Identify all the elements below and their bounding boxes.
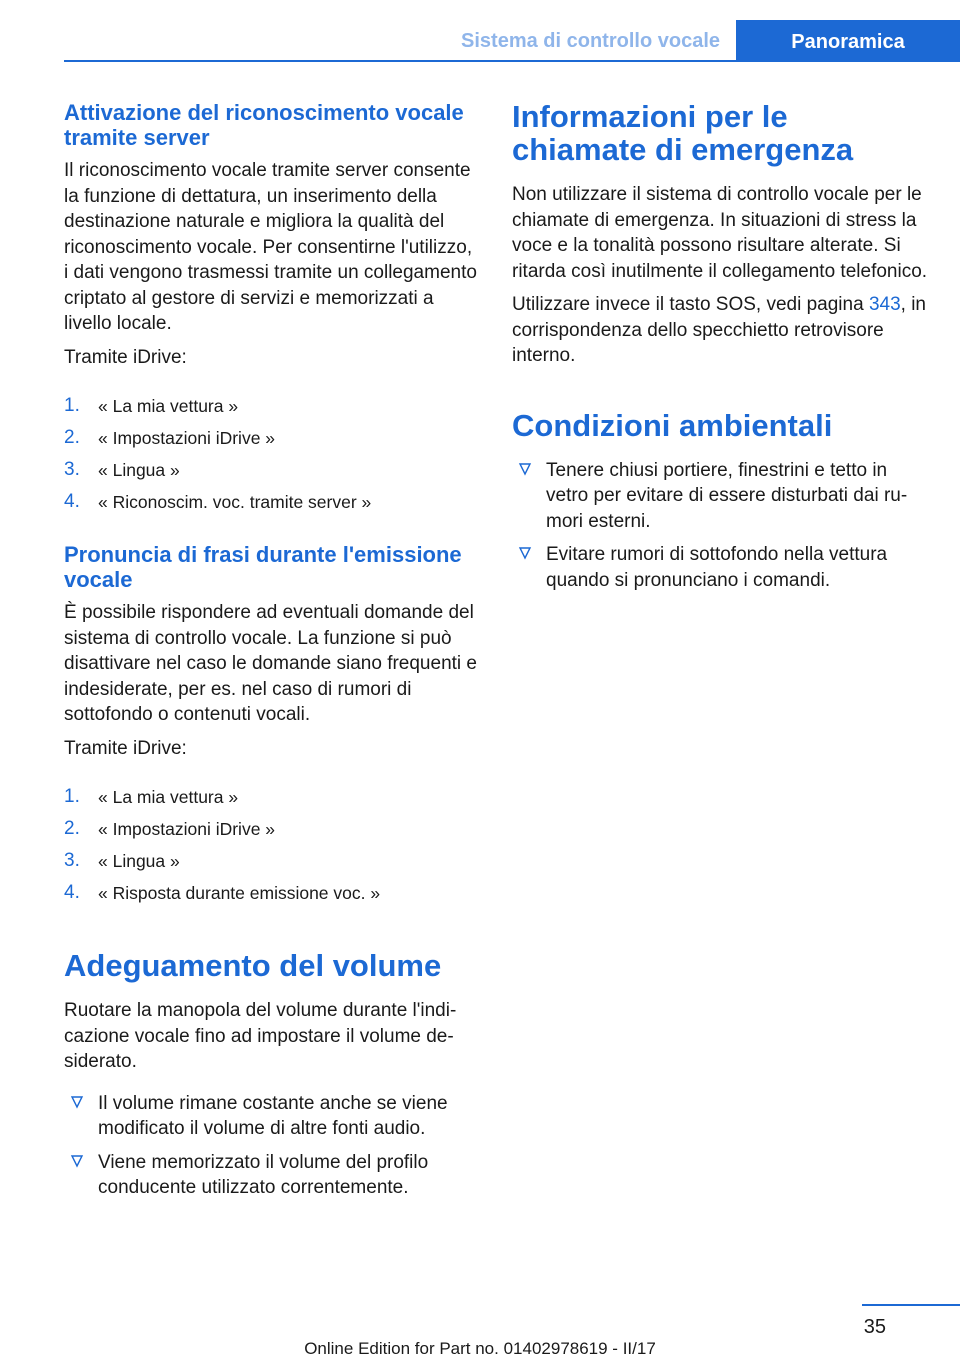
heading-server-recognition: Attivazione del riconoscimento vocale tramite server xyxy=(64,100,464,150)
heading-ambient-conditions: Condizioni ambientali xyxy=(512,407,833,443)
list-item xyxy=(64,1091,478,1142)
bullets-ambient xyxy=(512,458,928,594)
header-section-title: Sistema di controllo vocale xyxy=(461,30,720,52)
sos-text-before: Utilizzare invece il tasto SOS, vedi pagina xyxy=(512,294,869,315)
steps-list-response xyxy=(64,781,478,909)
heading-emergency-calls: Informazioni per le chiamate di emergenza xyxy=(512,99,854,167)
triangle-bullet-icon xyxy=(518,462,532,476)
step-text: « Lingua » xyxy=(98,460,180,480)
step-number: 4. xyxy=(64,882,80,903)
step-number: 3. xyxy=(64,459,80,480)
edition-footer: Online Edition for Part no. 01402978619 - II/17 xyxy=(304,1339,656,1358)
step-number: 2. xyxy=(64,818,80,839)
page-number: 35 xyxy=(863,1316,886,1338)
step-number: 3. xyxy=(64,850,80,871)
paragraph-server-recognition: Il riconoscimento vocale tramite server consente la funzione di dettatura, un inserimento della destinazione naturale e migliora la qualità del riconoscimento vocale. Per consentirne l'utilizzo, i dati vengono trasmessi tramite un collegamento criptato al gestore di servizi e memorizzati a livello locale. xyxy=(64,160,477,334)
list-item xyxy=(512,542,928,593)
triangle-bullet-icon xyxy=(70,1154,84,1168)
list-item xyxy=(64,845,478,877)
steps-list-server xyxy=(64,390,478,518)
bullet-text: Tenere chiusi portiere, finestrini e tetto in vetro per evitare di essere disturbati dai rumori esterni. xyxy=(546,459,908,532)
right-column xyxy=(512,100,928,601)
page-link-343[interactable]: 343 xyxy=(868,294,901,315)
heading-speech-interrupt: Pronuncia di frasi durante l'emissione vocale xyxy=(64,542,462,592)
step-text: « La mia vettura » xyxy=(98,787,239,807)
step-text: « Lingua » xyxy=(98,851,180,871)
left-column xyxy=(64,100,478,1209)
header-rule xyxy=(64,60,960,62)
list-item xyxy=(64,877,478,909)
step-number: 1. xyxy=(64,786,80,807)
step-text: « Riconoscim. voc. tramite server » xyxy=(98,492,372,512)
list-item xyxy=(64,781,478,813)
idrive-intro: Tramite iDrive: xyxy=(64,737,187,759)
bullet-text: Viene memorizzato il volume del profilo conducente utilizzato correntemente. xyxy=(98,1151,429,1198)
bullet-text: Evitare rumori di sottofondo nella vettura quando si pronunciano i comandi. xyxy=(546,544,888,591)
triangle-bullet-icon xyxy=(518,546,532,560)
paragraph-emergency-calls: Non utilizzare il sistema di controllo vocale per le chiamate di emergenza. In situazioni di stress la voce e la tonalità possono risultare alterate. Si ritarda così inutilmente il collegamento telefonico. xyxy=(512,184,928,282)
heading-volume-adjust: Adeguamento del volume xyxy=(64,948,442,983)
sos-text-after: , in corrispondenza dello specchietto retrovisore interno. xyxy=(512,294,927,366)
triangle-bullet-icon xyxy=(70,1095,84,1109)
list-item xyxy=(512,458,928,535)
paragraph-sos-button xyxy=(512,292,928,369)
step-text: « Impostazioni iDrive » xyxy=(98,819,276,839)
footer-rule xyxy=(862,1304,960,1306)
list-item xyxy=(64,813,478,845)
list-item xyxy=(64,486,478,518)
list-item xyxy=(64,454,478,486)
list-item xyxy=(64,1150,478,1201)
idrive-intro: Tramite iDrive: xyxy=(64,346,187,368)
step-number: 2. xyxy=(64,427,80,448)
step-text: « Risposta durante emissione voc. » xyxy=(98,883,381,903)
step-text: « La mia vettura » xyxy=(98,396,239,416)
header-tab-panoramica: Panoramica xyxy=(736,20,960,61)
step-number: 1. xyxy=(64,395,80,416)
bullets-volume xyxy=(64,1091,478,1201)
paragraph-speech-interrupt: È possibile rispondere ad eventuali domande del sistema di controllo vocale. La funzione si può disattivare nel caso le domande siano frequenti e indesiderate, per es. nel caso di rumori di sottofondo o contenuti vocali. xyxy=(64,602,477,725)
list-item xyxy=(64,390,478,422)
list-item xyxy=(64,422,478,454)
paragraph-volume-adjust: Ruotare la manopola del volume durante l'indicazione vocale fino ad impostare il volume desiderato. xyxy=(64,1000,457,1072)
step-number: 4. xyxy=(64,491,80,512)
bullet-text: Il volume rimane costante anche se viene modificato il volume di altre fonti audio. xyxy=(98,1092,448,1139)
step-text: « Impostazioni iDrive » xyxy=(98,428,276,448)
